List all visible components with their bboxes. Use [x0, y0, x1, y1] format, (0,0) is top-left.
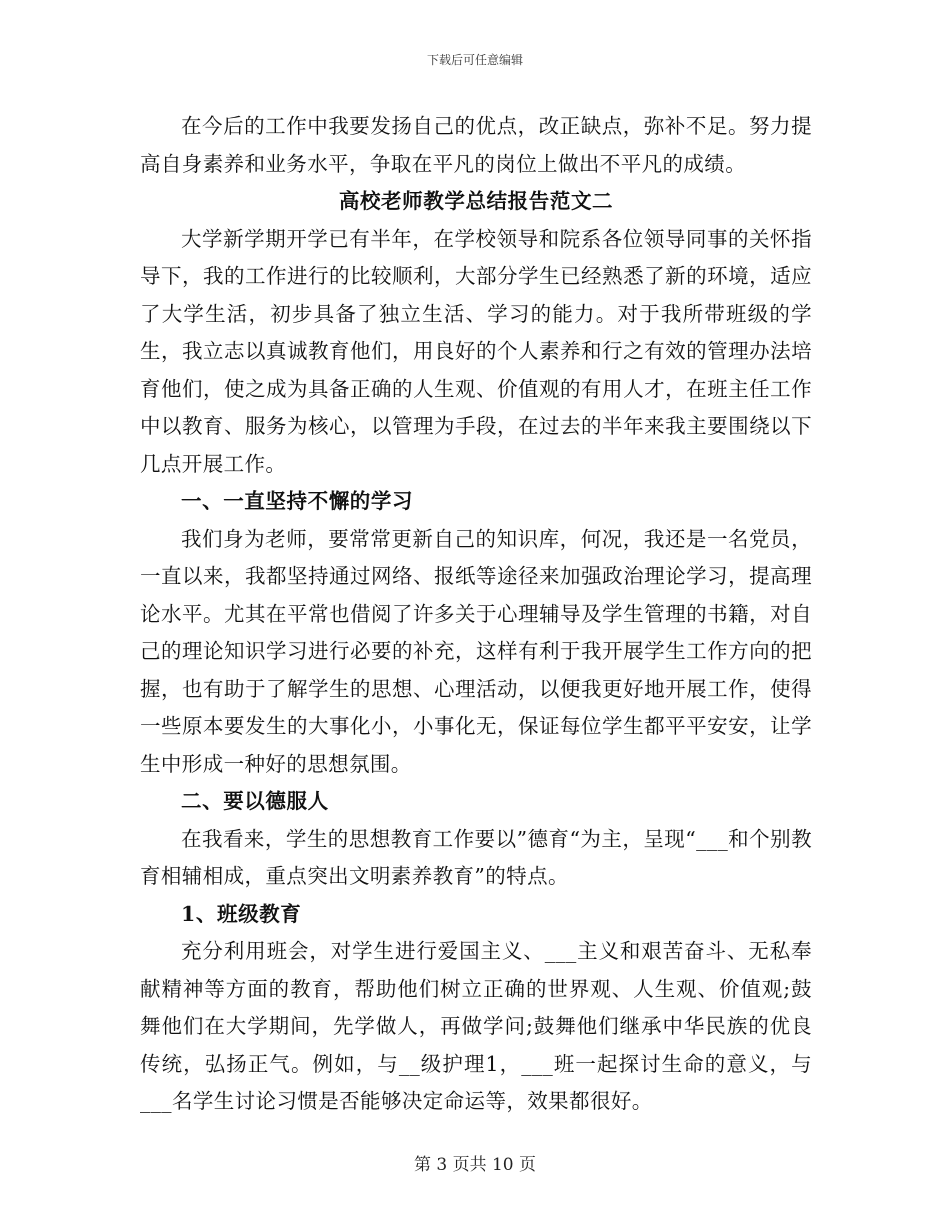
page-header: 下载后可任意编辑: [426, 53, 523, 67]
paragraph-3: 在我看来，学生的思想教育工作要以”德育“为主，呈现“___和个别教育相辅相成，重点突出文明素养教育”的特点。: [140, 826, 812, 888]
page-number: 第 3 页共 10 页: [413, 1155, 537, 1175]
paragraph-1: 大学新学期开学已有半年，在学校领导和院系各位领导同事的关怀指导下，我的工作进行的比较顺利，大部分学生已经熟悉了新的环境，适应了大学生活，初步具备了独立生活、学习的能力。对于我所带班级的学生，我立志以真诚教育他们，用良好的个人素养和行之有效的管理办法培育他们，使之成为具备正确的人生观、价值观的有用人才，在班主任工作中以教育、服务为核心，以管理为手段，在过去的半年来我主要围绕以下几点开展工作。: [140, 226, 812, 476]
paragraph-4: 充分利用班会，对学生进行爱国主义、___主义和艰苦奋斗、无私奉献精神等方面的教育，帮助他们树立正确的世界观、人生观、价值观;鼓舞他们在大学期间，先学做人，再做学问;鼓舞他们继承中华民族的优良传统，弘扬正气。例如，与__级护理1，___班一起探讨生命的意义，与___名学生讨论习惯是否能够决定命运等，效果都很好。: [140, 939, 812, 1113]
paragraph-2: 我们身为老师，要常常更新自己的知识库，何况，我还是一名党员，一直以来，我都坚持通过网络、报纸等途径来加强政治理论学习，提高理论水平。尤其在平常也借阅了许多关于心理辅导及学生管理的书籍，对自己的理论知识学习进行必要的补充，这样有利于我开展学生工作方向的把握，也有助于了解学生的思想、心理活动，以便我更好地开展工作，使得一些原本要发生的大事化小，小事化无，保证每位学生都平平安安，让学生中形成一种好的思想氛围。: [140, 526, 812, 776]
document-body: [140, 108, 812, 1121]
paragraph-intro: 在今后的工作中我要发扬自己的优点，改正缺点，弥补不足。努力提高自身素养和业务水平，争取在平凡的岗位上做出不平凡的成绩。: [140, 114, 812, 176]
heading-2: 二、要以德服人: [181, 789, 329, 813]
section-title: 高校老师教学总结报告范文二: [338, 189, 614, 213]
heading-1: 一、一直坚持不懈的学习: [181, 489, 414, 513]
heading-3: 1、班级教育: [181, 901, 302, 926]
